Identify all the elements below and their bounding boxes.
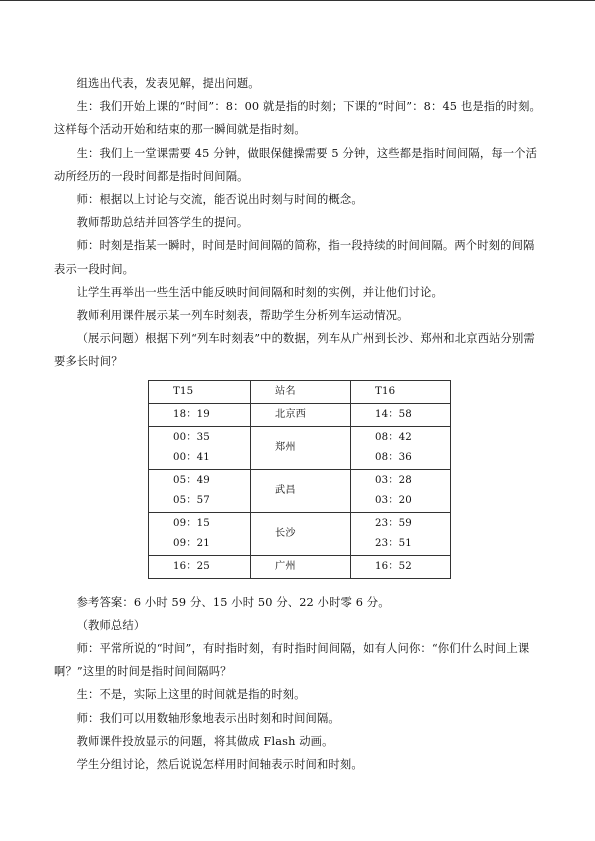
paragraph: 组选出代表，发表见解，提出问题。 [76,77,260,90]
table-header-cell: T15 [149,380,251,403]
table-cell-t16 [351,469,451,512]
table-cell-station: 武昌 [251,469,351,512]
time-value: 05：57 [173,494,210,506]
time-value: 16：52 [375,560,412,572]
time-value: 08：36 [375,451,412,463]
time-value: 05：49 [173,474,210,486]
paragraph: 生：我们开始上课的“时间”：8：00 就是指的时刻；下课的“时间”：8：45 也是指的时刻。这样每个活动开始和结束的那一瞬间就是指时刻。 [54,100,541,137]
time-value: 00：41 [173,451,210,463]
table-cell-t16 [351,426,451,469]
paragraph: 师：根据以上讨论与交流，能否说出时刻与时间的概念。 [76,193,363,207]
table-cell-t16 [351,512,451,555]
time-value: 18：19 [173,408,210,420]
table-header-cell: T16 [351,380,451,403]
paragraph: （展示问题）根据下列“列车时刻表”中的数据，列车从广州到长沙、郑州和北京西站分别需要多长时间？ [54,332,535,369]
time-value: 23：51 [375,537,412,549]
paragraph: 教师利用课件展示某一列车时刻表，帮助学生分析列车运动情况。 [76,309,409,323]
table-cell-station: 长沙 [251,512,351,555]
paragraph: 师：平常所说的“时间”，有时指时刻，有时指时间间隔，如有人问你：“你们什么时间上课啊？”这里的时间是指时间间隔吗？ [54,642,530,679]
table-cell-t15 [149,555,251,578]
table-row [149,512,451,555]
paragraph: 师：时刻是指某一瞬时，时间是时间间隔的简称，指一段持续的时间间隔。两个时刻的间隔表示一段时间。 [54,239,535,276]
paragraph: 生：我们上一堂课需要 45 分钟，做眼保健操需要 5 分钟，这些都是指时间间隔，每一个活动所经历的一段时间都是指时间间隔。 [54,146,538,183]
table-cell-t15 [149,403,251,426]
table-row [149,403,451,426]
table-cell-station: 广州 [251,555,351,578]
top-rule [0,0,595,1]
table-header-row [149,380,451,403]
time-value: 08：42 [375,431,412,443]
paragraph: 教师帮助总结并回答学生的提问。 [76,216,249,230]
paragraph: （教师总结） [76,618,146,632]
table-cell-station: 北京西 [251,403,351,426]
table-cell-t15 [149,426,251,469]
time-value: 09：15 [173,517,210,529]
time-value: 16：25 [173,560,210,572]
table-row [149,469,451,512]
time-value: 03：20 [375,494,412,506]
paragraph: 让学生再举出一些生活中能反映时间间隔和时刻的实例，并让他们讨论。 [76,285,443,299]
time-value: 14：58 [375,408,412,420]
table-cell-station: 郑州 [251,426,351,469]
paragraph: 生：不是，实际上这里的时间就是指的时刻。 [76,688,306,702]
table-row [149,426,451,469]
table-cell-t15 [149,512,251,555]
time-value: 03：28 [375,474,412,486]
paragraph: 学生分组讨论，然后说说怎样用时间轴表示时间和时刻。 [76,758,363,772]
table-header-cell: 站名 [251,380,351,403]
table-cell-t15 [149,469,251,512]
paragraph: 参考答案：6 小时 59 分、15 小时 50 分、22 小时零 6 分。 [76,595,390,609]
time-value: 23：59 [375,517,412,529]
table-row [149,555,451,578]
document-body [54,72,541,776]
time-value: 00：35 [173,431,210,443]
table-cell-t16 [351,403,451,426]
time-value: 09：21 [173,537,210,549]
table-cell-t16 [351,555,451,578]
paragraph: 师：我们可以用数轴形象地表示出时刻和时间间隔。 [76,711,340,725]
paragraph: 教师课件投放显示的问题，将其做成 Flash 动画。 [76,734,334,748]
train-timetable [148,380,451,579]
